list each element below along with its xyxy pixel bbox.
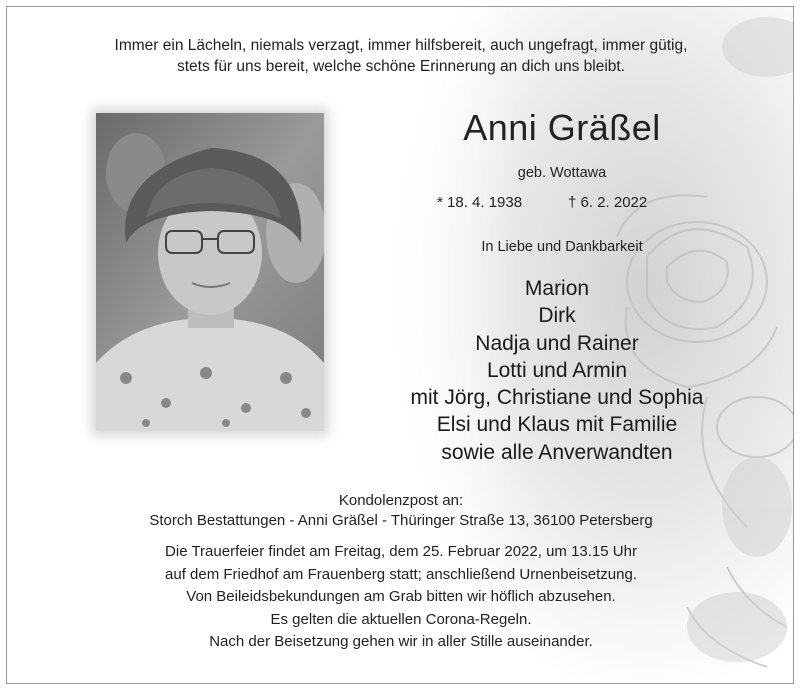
mourner-line: mit Jörg, Christiane und Sophia xyxy=(410,386,704,410)
service-line: Die Trauerfeier findet am Freitag, dem 25. Februar 2022, um 13.15 Uhr xyxy=(165,543,637,560)
maiden-name: geb. Wottawa xyxy=(517,165,607,181)
motto-line: Immer ein Lächeln, niemals verzagt, immer hilfsbereit, auch ungefragt, immer gütig, xyxy=(114,37,688,54)
motto-line: stets für uns bereit, welche schöne Erinnerung an dich uns bleibt. xyxy=(176,58,626,75)
mourner-line: Lotti und Armin xyxy=(486,358,628,382)
mourner-line: Elsi und Klaus mit Familie xyxy=(436,413,678,437)
condolence-heading: Kondolenzpost an: xyxy=(338,492,464,509)
condolence-address-line: Storch Bestattungen - Anni Gräßel - Thüringer Straße 13, 36100 Petersberg xyxy=(149,512,653,529)
deceased-name: Anni Gräßel xyxy=(463,107,661,148)
mourner-line: Marion xyxy=(524,277,590,300)
birth-date: * 18. 4. 1938 xyxy=(437,194,523,211)
service-line: auf dem Friedhof am Frauenberg statt; anschließend Urnenbeisetzung. xyxy=(165,565,637,583)
portrait-photo xyxy=(96,113,324,431)
service-line: Es gelten die aktuellen Corona-Regeln. xyxy=(270,610,532,628)
service-line: Nach der Beisetzung gehen wir in aller Stille auseinander. xyxy=(209,633,593,650)
obituary-notice xyxy=(6,6,794,684)
mourner-line: sowie alle Anverwandten xyxy=(441,440,673,464)
service-line: Von Beileidsbekundungen am Grab bitten wir höflich abzusehen. xyxy=(186,588,616,605)
funeral-service-info xyxy=(7,541,794,654)
condolence-address xyxy=(7,491,794,531)
mourner-line: Nadja und Rainer xyxy=(475,331,639,355)
dedication-line: In Liebe und Dankbarkeit xyxy=(481,239,643,255)
mourner-line: Dirk xyxy=(538,304,576,328)
death-date: † 6. 2. 2022 xyxy=(568,194,648,211)
motto-verse xyxy=(7,35,794,77)
mourners-list xyxy=(357,275,757,466)
